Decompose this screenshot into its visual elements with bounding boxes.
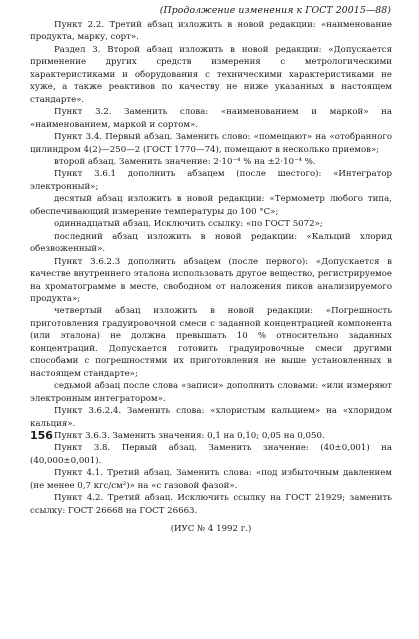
- paragraph-3-6-1-tenth: десятый абзац изложить в новой редакции: «Термометр любого типа, обеспечивающий измерение температуры до 100 °С»;: [30, 194, 392, 217]
- paragraph-3-6-2-3-seventh: седьмой абзац после слова «записи» дополнить словами: «или измеряют электронным интегратором».: [30, 381, 392, 404]
- paragraph-3-2: Пункт 3.2. Заменить слова: «наименованием и маркой» на «наименованием, маркой и сортом».: [30, 107, 392, 130]
- paragraph-3-6-2-4: Пункт 3.6.2.4. Заменить слова: «хлористым кальцием» на «хлоридом кальция».: [30, 406, 392, 429]
- paragraph-3-6-2-3: Пункт 3.6.2.3 дополнить абзацем (после первого): «Допускается в качестве внутреннего эталона использовать другое вещество, регистрируемое на хроматограмме в месте, свободном от наложения пиков анализируемого продукта»;: [30, 256, 392, 304]
- document-body: [30, 19, 392, 536]
- paragraph-3-6-1-last: последний абзац изложить в новой редакции: «Кальций хлорид обезвоженный».: [30, 231, 392, 255]
- paragraph-4-2: Пункт 4.2. Третий абзац. Исключить ссылку на ГОСТ 21929; заменить ссылку: ГОСТ 26668 на ГОСТ 26663.: [30, 493, 392, 516]
- paragraph-3-6-3: Пункт 3.6.3. Заменить значения: 0,1 на 0,10; 0,05 на 0,050.: [54, 430, 325, 441]
- paragraph-3-8: Пункт 3.8. Первый абзац. Заменить значение: (40±0,001) на (40,000±0,001).: [30, 443, 392, 466]
- paragraph-3-6-1: Пункт 3.6.1 дополнить абзацем (после шестого): «Интегратор электронный»;: [30, 169, 392, 192]
- ius-reference: (ИУС № 4 1992 г.): [170, 524, 252, 535]
- page-number: 156: [30, 429, 53, 442]
- paragraph-3-4: Пункт 3.4. Первый абзац. Заменить слово: «помещают» на «отобранного цилиндром 4(2)—250—2 (ГОСТ 1770—74), помещают в несколько приемов»;: [30, 132, 392, 155]
- paragraph-3-6-1-eleventh: одиннадцатый абзац. Исключить ссылку: «по ГОСТ 5072»;: [54, 219, 323, 230]
- paragraph-section-3: Раздел 3. Второй абзац изложить в новой редакции: «Допускается применение других средств измерения с метрологическими характеристиками и оборудования с техническими характеристиками не хуже, а также реактивов по качеству не ниже указанных в настоящем стандарте».: [30, 44, 392, 105]
- page-header: (Продолжение изменения к ГОСТ 20015—88): [159, 5, 391, 16]
- paragraph-3-4-second: второй абзац. Заменить значение: 2·10⁻⁴ % на ±2·10⁻⁴ %.: [54, 156, 316, 167]
- paragraph-3-6-2-3-fourth: четвертый абзац изложить в новой редакции: «Погрешность приготовления градуировочной смеси с заданной концентрацией компонента (или эталона) не должна превышать 10 % относительно заданных концентраций. Допускается готовить градуировочные смеси другими способами с погрешностями их приготовления не выше установленных в настоящем стандарте»;: [30, 306, 392, 379]
- paragraph-4-1: Пункт 4.1. Третий абзац. Заменить слова: «под избыточным давлением (не менее 0,7 кгс/см²)» на «с газовой фазой».: [30, 468, 392, 491]
- paragraph-2-2: Пункт 2.2. Третий абзац изложить в новой редакции: «наименование продукта, марку, сорт».: [30, 20, 392, 43]
